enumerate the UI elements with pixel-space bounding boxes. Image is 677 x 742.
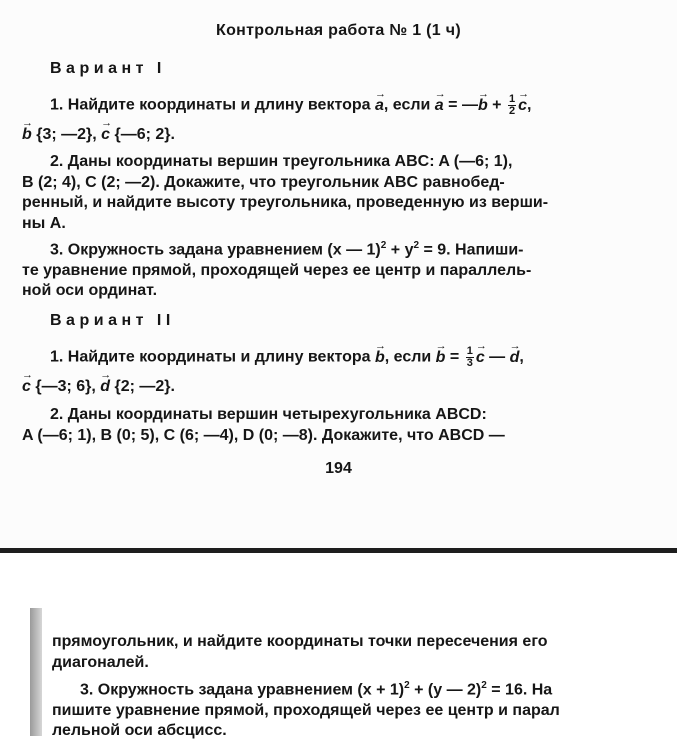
variant-1-task-3 [22, 236, 650, 302]
variant-2-task-1 [22, 346, 650, 398]
vector-b: → b [436, 348, 446, 369]
task-line: прямоугольник, и найдите координаты точки пересечения его [52, 633, 548, 650]
task-line: ренный, и найдите высоту треугольника, проведенную из верши- [22, 194, 549, 211]
task-line: те уравнение прямой, проходящей через ее центр и параллель- [22, 261, 532, 279]
page-number: 194 [325, 460, 352, 477]
variant-2-task-2 [22, 405, 650, 446]
task-line: 1. Найдите координаты и длину вектора → b, если → b = $\frac{1}{3}$ → c — → d, [22, 346, 650, 369]
task-line: пишите уравнение прямой, проходящей через ее центр и парал [52, 701, 560, 719]
vector-c: → c [476, 348, 485, 369]
task-line: B (2; 4), C (2; —2). Докажите, что треугольник ABC равнобед- [22, 173, 505, 191]
fraction: $\frac{1}{3}$ [466, 345, 473, 369]
vector-d: → d [510, 348, 520, 369]
vector-b: → b [375, 348, 385, 369]
variant-1-task-1 [22, 94, 650, 146]
task-line: 2. Даны координаты вершин треугольника ABC: A (—6; 1), [50, 153, 513, 170]
fraction: $\frac{1}{2}$ [508, 93, 516, 117]
task-line: ны A. [22, 214, 66, 232]
variant-2-heading: Вариант II [50, 312, 175, 329]
vector-c: → c [22, 377, 31, 398]
task-line: ной оси ординат. [22, 282, 158, 300]
task-line: A (—6; 1), B (0; 5), C (6; —4), D (0; —8). Докажите, что ABCD — [22, 426, 505, 444]
scan-shadow-edge [30, 608, 42, 736]
variant-2-task-2-continued [52, 632, 658, 673]
vector-c: → c [518, 96, 527, 117]
vector-a: → a [435, 96, 444, 117]
task-line: 3. Окружность задана уравнением $(x + 1)^2 + (y$ — 2)$^2$ = 16. На [80, 680, 553, 699]
variant-2-task-3 [52, 676, 658, 742]
vector-d: → d [100, 377, 110, 398]
variant-1-task-2 [22, 152, 650, 234]
task-line: диагоналей. [52, 653, 149, 671]
vector-b: → b [478, 96, 488, 117]
page-title: Контрольная работа № 1 (1 ч) [216, 22, 461, 39]
task-line: → c {—3; 6}, → d {2; —2}. [22, 377, 650, 398]
task-line: 3. Окружность задана уравнением (x — $1)^2 + y^2 = 9$. Напиши- [50, 240, 524, 259]
task-line: → b {3; —2}, → c {—6; 2}. [22, 125, 650, 146]
task-line: 1. Найдите координаты и длину вектора → a, если → a = —→ b + $\frac{1}{2}$ → c, [22, 94, 650, 117]
variant-1-heading: Вариант I [50, 60, 166, 77]
vector-c: → c [101, 125, 110, 146]
vector-a: → a [375, 96, 384, 117]
task-line: лельной оси абсцисс. [52, 722, 227, 740]
vector-b: → b [22, 125, 32, 146]
task-line: 2. Даны координаты вершин четырехугольника ABCD: [50, 406, 487, 423]
